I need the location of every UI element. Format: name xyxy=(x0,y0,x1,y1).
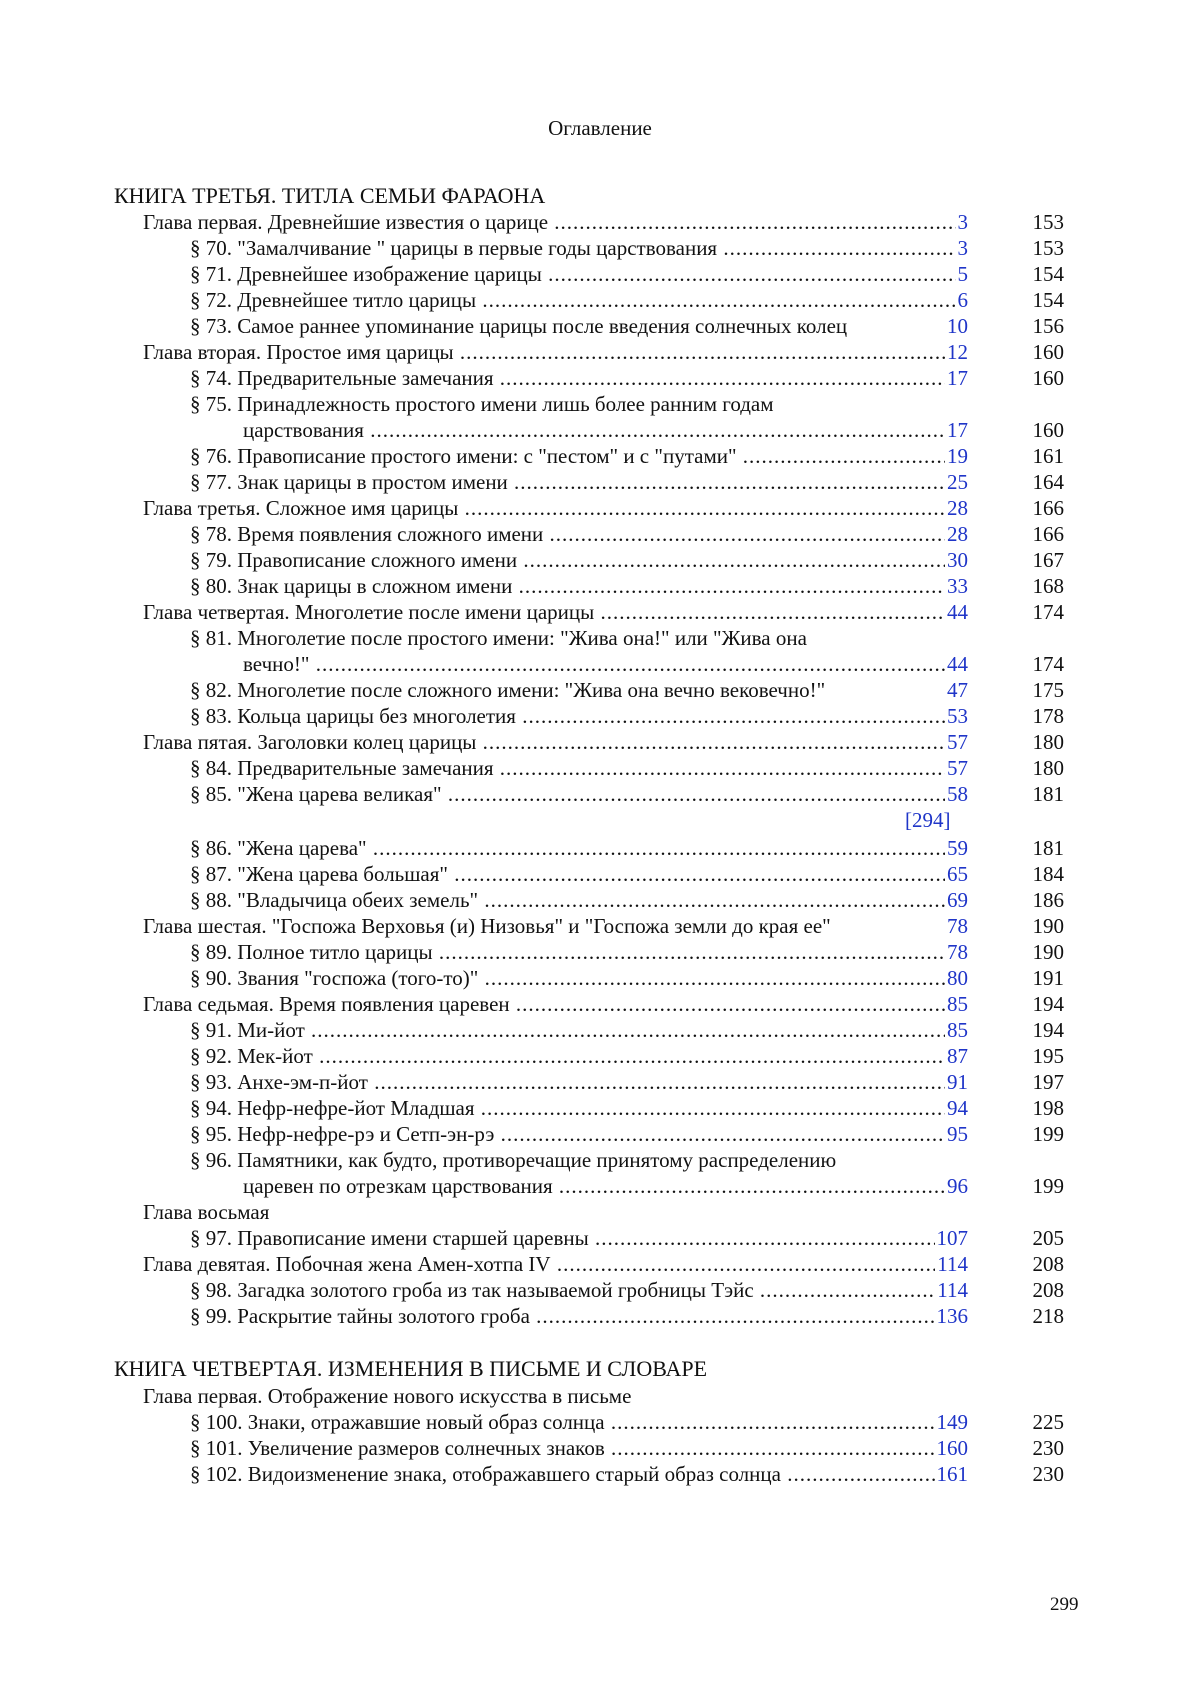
entry-orig-page: 205 xyxy=(1032,1226,1064,1250)
toc-entry xyxy=(0,468,1200,496)
entry-text: Глава первая. Древнейшие известия о царице ..... xyxy=(143,208,956,236)
entry-orig-page: 160 xyxy=(1032,418,1064,442)
entry-orig-page: 180 xyxy=(1032,756,1064,780)
entry-text: Глава шестая. "Госпожа Верховья (и) Низовья" и "Госпожа земли до края ее" xyxy=(143,914,831,938)
entry-orig-page: 174 xyxy=(1032,652,1064,676)
entry-text: Глава восьмая xyxy=(143,1200,270,1224)
toc-entry xyxy=(0,1146,1200,1174)
toc-entry xyxy=(0,1120,1200,1148)
entry-orig-page: 198 xyxy=(1032,1096,1064,1120)
entry-page-link[interactable]: 47 xyxy=(947,678,968,702)
entry-orig-page: 164 xyxy=(1032,470,1064,494)
entry-text: § 88. "Владычица обеих земель" ..... xyxy=(190,886,945,914)
toc-entry xyxy=(0,834,1200,862)
toc-entry xyxy=(0,1016,1200,1044)
entry-text: § 101. Увеличение размеров солнечных знаков ..... xyxy=(190,1434,935,1462)
toc-entry xyxy=(0,1302,1200,1330)
entry-text: Глава девятая. Побочная жена Амен-хотпа IV ..... xyxy=(143,1250,935,1278)
toc-entry xyxy=(0,416,1200,444)
entry-orig-page: 167 xyxy=(1032,548,1064,572)
toc-entry xyxy=(0,1068,1200,1096)
toc-entry xyxy=(0,1382,1200,1410)
entry-page-link[interactable]: 96 xyxy=(947,1174,968,1198)
entry-text: § 75. Принадлежность простого имени лишь более ранним годам xyxy=(190,392,774,416)
entry-orig-page: 230 xyxy=(1032,1462,1064,1486)
entry-text: § 78. Время появления сложного имени ..... xyxy=(190,520,945,548)
toc-entry xyxy=(0,964,1200,992)
entry-text: § 77. Знак царицы в простом имени ..... xyxy=(190,468,945,496)
entry-page-link[interactable]: 114 xyxy=(937,1252,968,1276)
entry-orig-page: 154 xyxy=(1032,262,1064,286)
entry-orig-page: 168 xyxy=(1032,574,1064,598)
entry-orig-page: 208 xyxy=(1032,1252,1064,1276)
entry-text: Глава пятая. Заголовки колец царицы ..... xyxy=(143,728,945,756)
book-four-heading: КНИГА ЧЕТВЕРТАЯ. ИЗМЕНЕНИЯ В ПИСЬМЕ И СЛОВАРЕ xyxy=(114,1356,708,1381)
entry-orig-page: 208 xyxy=(1032,1278,1064,1302)
entry-page-link[interactable]: 3 xyxy=(957,236,968,260)
entry-page-link[interactable]: 33 xyxy=(947,574,968,598)
page-number: 299 xyxy=(1050,1594,1079,1615)
toc-entry xyxy=(0,494,1200,522)
entry-page-link[interactable]: 91 xyxy=(947,1070,968,1094)
entry-text: § 95. Нефр-нефре-рэ и Сетп-эн-рэ ..... xyxy=(190,1120,945,1148)
entry-page-link[interactable]: 80 xyxy=(947,966,968,990)
entry-text: § 86. "Жена царева" ..... xyxy=(190,834,945,862)
toc-entry xyxy=(0,390,1200,418)
entry-page-link[interactable]: 95 xyxy=(947,1122,968,1146)
entry-text: вечно!" ..... xyxy=(243,650,945,678)
entry-text: § 83. Кольца царицы без многолетия ..... xyxy=(190,702,945,730)
toc-entry xyxy=(0,260,1200,288)
entry-text: § 102. Видоизменение знака, отображавшего старый образ солнца ..... xyxy=(190,1460,935,1488)
entry-page-link[interactable]: 160 xyxy=(936,1436,968,1460)
entry-text: § 89. Полное титло царицы ..... xyxy=(190,938,945,966)
entry-text: царствования ..... xyxy=(243,416,945,444)
entry-text: Глава третья. Сложное имя царицы ..... xyxy=(143,494,945,522)
page-title: Оглавление xyxy=(548,116,652,140)
entry-text: § 99. Раскрытие тайны золотого гроба ..... xyxy=(190,1302,935,1330)
page-marker[interactable]: [294] xyxy=(905,808,951,832)
entry-orig-page: 156 xyxy=(1032,314,1064,338)
entry-text: Глава вторая. Простое имя царицы ..... xyxy=(143,338,945,366)
toc-entry xyxy=(0,702,1200,730)
book-three-heading: КНИГА ТРЕТЬЯ. ТИТЛА СЕМЬИ ФАРАОНА xyxy=(114,183,546,208)
toc-entry xyxy=(0,1408,1200,1436)
toc-entry xyxy=(0,520,1200,548)
entry-orig-page: 166 xyxy=(1032,522,1064,546)
entry-page-link[interactable]: 87 xyxy=(947,1044,968,1068)
entry-orig-page: 174 xyxy=(1032,600,1064,624)
entry-orig-page: 166 xyxy=(1032,496,1064,520)
entry-orig-page: 195 xyxy=(1032,1044,1064,1068)
entry-page-link[interactable]: 78 xyxy=(947,940,968,964)
entry-text: § 84. Предварительные замечания ..... xyxy=(190,754,945,782)
entry-orig-page: 181 xyxy=(1032,836,1064,860)
toc-entry xyxy=(0,598,1200,626)
entry-text: § 72. Древнейшее титло царицы ..... xyxy=(190,286,956,314)
entry-page-link[interactable]: 28 xyxy=(947,496,968,520)
toc-entry xyxy=(0,546,1200,574)
entry-page-link[interactable]: 6 xyxy=(957,288,968,312)
entry-text: Глава первая. Отображение нового искусства в письме xyxy=(143,1384,632,1408)
entry-text: § 90. Звания "госпожа (того-то)" ..... xyxy=(190,964,945,992)
entry-orig-page: 180 xyxy=(1032,730,1064,754)
entry-page-link[interactable]: 161 xyxy=(936,1462,968,1486)
toc-entry xyxy=(0,886,1200,914)
entry-orig-page: 190 xyxy=(1032,940,1064,964)
entry-page-link[interactable]: 85 xyxy=(947,1018,968,1042)
entry-page-link[interactable]: 28 xyxy=(947,522,968,546)
entry-page-link[interactable]: 59 xyxy=(947,836,968,860)
entry-page-link[interactable]: 107 xyxy=(936,1226,968,1250)
entry-orig-page: 197 xyxy=(1032,1070,1064,1094)
entry-orig-page: 191 xyxy=(1032,966,1064,990)
entry-text: § 80. Знак царицы в сложном имени ..... xyxy=(190,572,945,600)
toc-entry xyxy=(0,938,1200,966)
entry-text: § 94. Нефр-нефре-йот Младшая ..... xyxy=(190,1094,945,1122)
entry-orig-page: 153 xyxy=(1032,210,1064,234)
entry-page-link[interactable]: 57 xyxy=(947,756,968,780)
entry-page-link[interactable]: 30 xyxy=(947,548,968,572)
toc-entry xyxy=(0,1172,1200,1200)
entry-page-link[interactable]: 149 xyxy=(936,1410,968,1434)
toc-entry xyxy=(0,1198,1200,1226)
entry-page-link[interactable]: 58 xyxy=(947,782,968,806)
entry-text: § 70. "Замалчивание " царицы в первые годы царствования ..... xyxy=(190,234,956,262)
toc-entry xyxy=(0,286,1200,314)
toc-entry xyxy=(0,1094,1200,1122)
entry-text: § 92. Мек-йот ..... xyxy=(190,1042,945,1070)
toc-entry xyxy=(0,338,1200,366)
entry-orig-page: 218 xyxy=(1032,1304,1064,1328)
toc-entry xyxy=(0,676,1200,704)
entry-orig-page: 194 xyxy=(1032,992,1064,1016)
entry-orig-page: 199 xyxy=(1032,1122,1064,1146)
entry-page-link[interactable]: 53 xyxy=(947,704,968,728)
entry-orig-page: 194 xyxy=(1032,1018,1064,1042)
toc-entry xyxy=(0,990,1200,1018)
toc-entry xyxy=(0,442,1200,470)
toc-entry xyxy=(0,1042,1200,1070)
toc-entry xyxy=(0,780,1200,808)
entry-orig-page: 190 xyxy=(1032,914,1064,938)
entry-orig-page: 230 xyxy=(1032,1436,1064,1460)
entry-text: § 98. Загадка золотого гроба из так называемой гробницы Тэйс ..... xyxy=(190,1276,935,1304)
entry-orig-page: 199 xyxy=(1032,1174,1064,1198)
entry-text: царевен по отрезкам царствования ..... xyxy=(243,1172,945,1200)
entry-text: Глава четвертая. Многолетие после имени царицы ..... xyxy=(143,598,945,626)
entry-orig-page: 154 xyxy=(1032,288,1064,312)
entry-orig-page: 181 xyxy=(1032,782,1064,806)
entry-page-link[interactable]: 10 xyxy=(947,314,968,338)
entry-page-link[interactable]: 25 xyxy=(947,470,968,494)
entry-page-link[interactable]: 17 xyxy=(947,366,968,390)
entry-text: § 81. Многолетие после простого имени: "Жива она!" или "Жива она xyxy=(190,626,807,650)
entry-page-link[interactable]: 17 xyxy=(947,418,968,442)
entry-text: § 96. Памятники, как будто, противоречащие принятому распределению xyxy=(190,1148,837,1172)
toc-entry xyxy=(0,754,1200,782)
toc-entry xyxy=(0,1224,1200,1252)
entry-page-link[interactable]: 114 xyxy=(937,1278,968,1302)
toc-entry xyxy=(0,1276,1200,1304)
entry-orig-page: 160 xyxy=(1032,340,1064,364)
entry-orig-page: 175 xyxy=(1032,678,1064,702)
toc-entry xyxy=(0,312,1200,340)
entry-text: § 76. Правописание простого имени: с "пестом" и с "путами" ..... xyxy=(190,442,945,470)
entry-page-link[interactable]: 19 xyxy=(947,444,968,468)
entry-text: § 91. Ми-йот ..... xyxy=(190,1016,945,1044)
entry-text: Глава седьмая. Время появления царевен ..... xyxy=(143,990,945,1018)
toc-entry xyxy=(0,912,1200,940)
entry-orig-page: 153 xyxy=(1032,236,1064,260)
entry-text: § 87. "Жена царева большая" ..... xyxy=(190,860,945,888)
entry-page-link[interactable]: 57 xyxy=(947,730,968,754)
entry-page-link[interactable]: 3 xyxy=(957,210,968,234)
entry-page-link[interactable]: 44 xyxy=(947,652,968,676)
entry-page-link[interactable]: 65 xyxy=(947,862,968,886)
entry-page-link[interactable]: 94 xyxy=(947,1096,968,1120)
entry-page-link[interactable]: 78 xyxy=(947,914,968,938)
toc-entry xyxy=(0,234,1200,262)
entry-page-link[interactable]: 69 xyxy=(947,888,968,912)
toc-entry xyxy=(0,860,1200,888)
entry-orig-page: 161 xyxy=(1032,444,1064,468)
entry-page-link[interactable]: 12 xyxy=(947,340,968,364)
toc-entry xyxy=(0,572,1200,600)
entry-text: § 82. Многолетие после сложного имени: "Жива она вечно вековечно!" xyxy=(190,678,826,702)
entry-orig-page: 184 xyxy=(1032,862,1064,886)
entry-text: § 73. Самое раннее упоминание царицы после введения солнечных колец xyxy=(190,314,848,338)
entry-page-link[interactable]: 136 xyxy=(936,1304,968,1328)
entry-text: § 71. Древнейшее изображение царицы ..... xyxy=(190,260,956,288)
entry-text: § 93. Анхе-эм-п-йот ..... xyxy=(190,1068,945,1096)
toc-entry xyxy=(0,208,1200,236)
entry-orig-page: 178 xyxy=(1032,704,1064,728)
entry-orig-page: 186 xyxy=(1032,888,1064,912)
entry-text: § 74. Предварительные замечания ..... xyxy=(190,364,945,392)
entry-text: § 79. Правописание сложного имени ..... xyxy=(190,546,945,574)
entry-orig-page: 160 xyxy=(1032,366,1064,390)
toc-entry xyxy=(0,1434,1200,1462)
entry-page-link[interactable]: 5 xyxy=(957,262,968,286)
toc-entry xyxy=(0,1250,1200,1278)
entry-text: § 100. Знаки, отражавшие новый образ солнца ..... xyxy=(190,1408,935,1436)
entry-orig-page: 225 xyxy=(1032,1410,1064,1434)
toc-entry xyxy=(0,650,1200,678)
entry-text: § 97. Правописание имени старшей царевны ..... xyxy=(190,1224,935,1252)
entry-page-link[interactable]: 85 xyxy=(947,992,968,1016)
toc-entry xyxy=(0,624,1200,652)
toc-entry xyxy=(0,728,1200,756)
entry-text: § 85. "Жена царева великая" ..... xyxy=(190,780,945,808)
entry-page-link[interactable]: 44 xyxy=(947,600,968,624)
toc-entry xyxy=(0,364,1200,392)
toc-entry xyxy=(0,1460,1200,1488)
